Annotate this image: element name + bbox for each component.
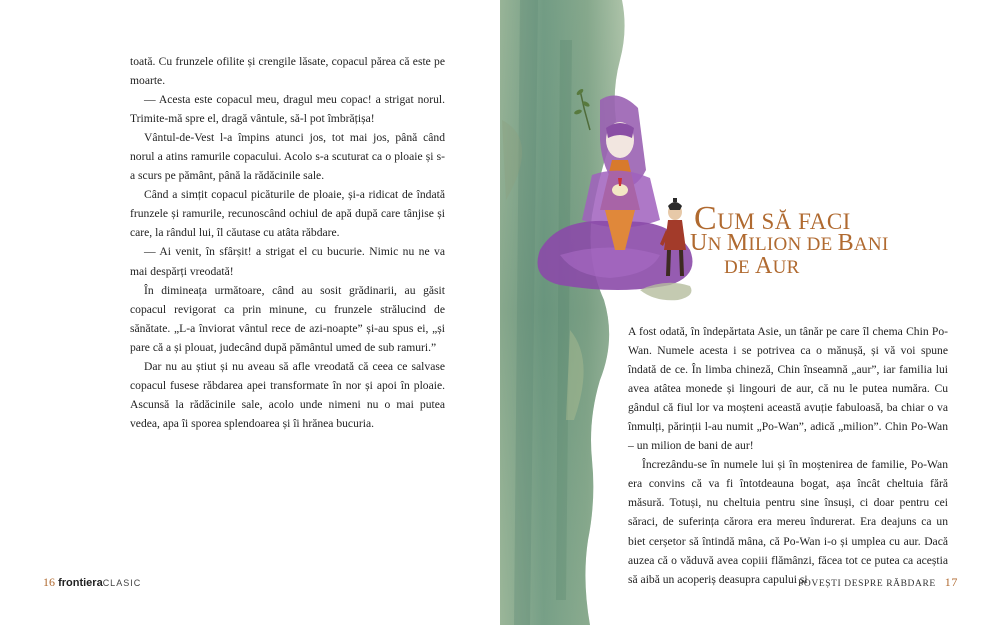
paragraph: În dimineața următoare, când au sosit grădinarii, au găsit copacul revigorat ca prin minune, cu frunzele strălucind de sănătate. „L-a înviorat vântul rece de azi-noapte” și-au spus ei, „și pare că a și plouat, judecând după pământul umed de sub ramuri.” [130,283,445,354]
page-number: 17 [944,575,958,589]
paragraph: A fost odată, în îndepărtata Asie, un tânăr pe care îl chema Chin Po-Wan. Numele acesta i se potrivea ca o mănușă, și vă voi spune îndată de ce. În limba chineză, Chin înseamnă „aur”, iar familia lui avea atâtea monede și lingouri de aur, că nu le putea număra. Cu gândul că fiul lor va moșteni această avuție fabuloasă, ba chiar o va înmulți, părinții l-au numit „Po-Wan”, adică „milion”. Chin Po-Wan – un milion de bani de aur! [628,325,948,453]
title-text: UR [772,257,800,278]
running-head: POVEȘTI DESPRE RĂBDARE [798,579,936,589]
paragraph: Vântul-de-Vest l-a împins atunci jos, tot mai jos, până când norul a atins ramurile copacului. Acolo s-a scuturat ca o ploaie și s-a scurs pe pământ, până la rădăcinile sale. [130,131,445,183]
left-footer [43,575,141,590]
left-text-column [130,52,445,433]
title-initial: U [690,230,708,256]
right-footer [798,575,958,590]
title-text: ILION DE [748,234,838,255]
publisher-collection: CLASIC [102,578,142,588]
title-initial: M [726,230,749,256]
title-line-3 [724,253,800,280]
title-text: N [707,234,727,255]
page-number: 16 [43,575,55,589]
title-initial: B [837,230,854,256]
title-text: UM SĂ FACI [717,209,851,234]
right-text-column [628,322,948,589]
paragraph: — Ai venit, în sfârșit! a strigat el cu bucurie. Nimic nu ne va mai despărți vreodată! [130,245,445,278]
paragraph: Dar nu au știut și nu aveau să afle vreodată că ceea ce salvase copacul fusese răbdarea apei transformate în nor și apoi în ploaie. Ascunsă la rădăcinile sale, acolo unde nimeni nu o mai putea vedea, apa îi sporea splendoarea și îi hrănea bucuria. [130,359,445,430]
paragraph: toată. Cu frunzele ofilite și crengile lăsate, copacul părea că este pe moarte. [130,55,445,88]
publisher-brand: frontiera [58,577,103,589]
title-initial: C [694,200,718,237]
title-initial: A [754,253,773,279]
right-page [500,0,1000,625]
title-text: ANI [853,234,889,255]
paragraph: — Acesta este copacul meu, dragul meu copac! a strigat norul. Trimite-mă spre el, dragă vântule, să-l pot îmbrățișa! [130,93,445,126]
title-text: DE [724,257,755,278]
paragraph: Când a simțit copacul picăturile de ploaie, și-a ridicat de îndată frunzele și ramurile, recunoscând ochiul de apă după care tânjise și care, la rândul lui, îl căutase cu atâta răbdare. [130,188,445,240]
paragraph: Încrezându-se în numele lui și în moștenirea de familie, Po-Wan era convins că va fi întotdeauna bogat, așa încât cheltuia fără măsură. Totuși, nu cheltuia pentru sine însuși, ci doar pentru cei săraci, de suferința cărora era mereu îndurerat. Era deajuns ca un biet cerșetor să întindă mâna, că Po-Wan i-o și umplea cu aur. Dacă auzea că o văduvă avea copiii flămânzi, făcea tot ce putea ca aceștia să aibă un acoperiș deasupra capului și [628,458,948,586]
